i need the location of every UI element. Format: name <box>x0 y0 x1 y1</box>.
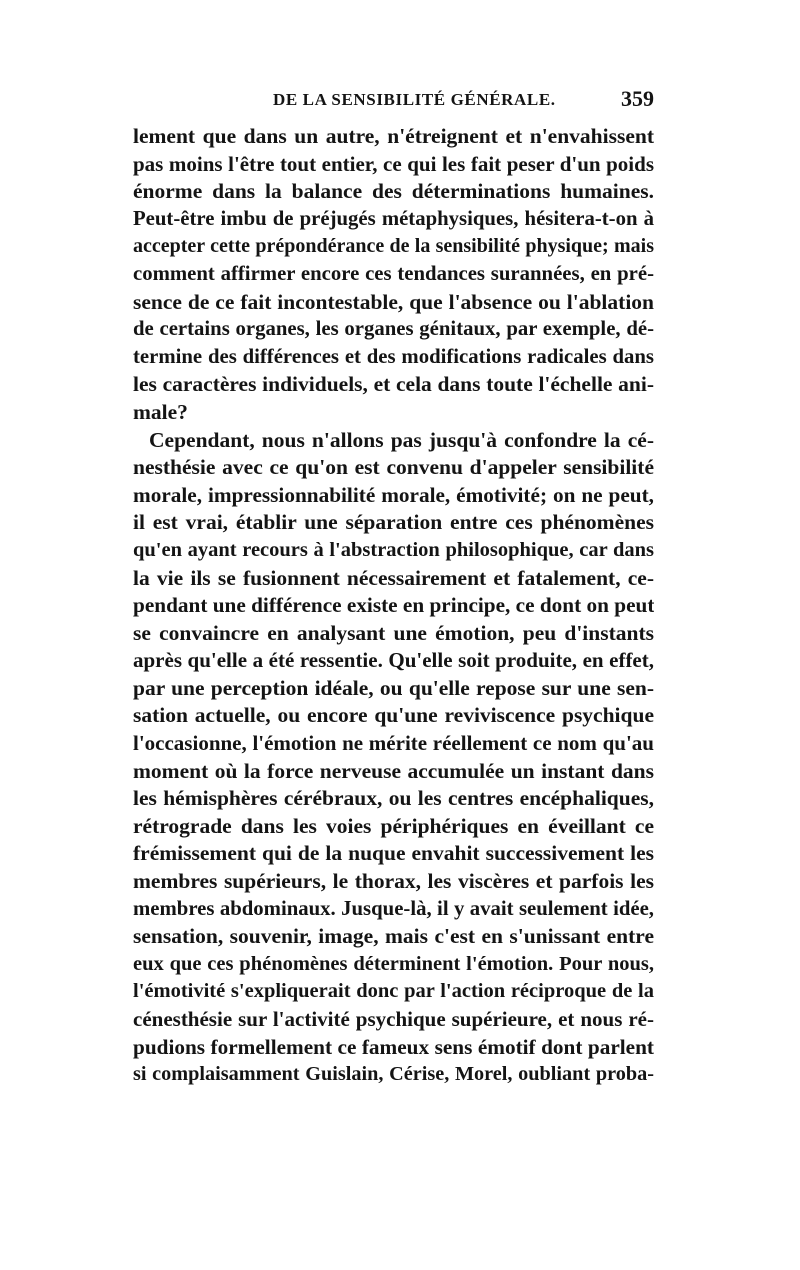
text-line: termine des différences et des modifications radicales dans <box>133 345 654 368</box>
text-line: male? <box>133 399 188 424</box>
text-line: par une perception idéale, ou qu'elle repose sur une sen- <box>133 675 654 700</box>
text-line: membres supérieurs, le thorax, les viscères et parfois les <box>133 869 654 894</box>
body-text <box>133 123 654 1089</box>
text-line: lement que dans un autre, n'étreignent et n'envahissent <box>133 124 654 148</box>
text-line: moment où la force nerveuse accumulée un instant dans <box>133 758 654 783</box>
text-line: de certains organes, les organes génitaux, par exemple, dé- <box>133 318 654 341</box>
text-line: membres abdominaux. Jusque-là, il y avait seulement idée, <box>133 897 654 920</box>
text-line: il est vrai, établir une séparation entre ces phénomènes <box>133 510 654 535</box>
text-line: nesthésie avec ce qu'on est convenu d'appeler sensibilité <box>133 455 654 480</box>
text-line: morale, impressionnabilité morale, émotivité; on ne peut, <box>133 482 654 507</box>
text-line: sence de ce fait incontestable, que l'absence ou l'ablation <box>133 289 654 314</box>
running-header <box>133 86 654 116</box>
text-line: sation actuelle, ou encore qu'une reviviscence psychique <box>133 703 654 728</box>
text-line: si complaisamment Guislain, Cérise, Morel, oubliant proba- <box>133 1063 654 1086</box>
text-line: pudions formellement ce fameux sens émotif dont parlent <box>133 1034 654 1059</box>
text-line: qu'en ayant recours à l'abstraction philosophique, car dans <box>133 538 654 561</box>
text-line: Peut-être imbu de préjugés métaphysiques, hésitera-t-on à <box>133 207 654 230</box>
text-line: rétrograde dans les voies périphériques en éveillant ce <box>133 813 654 838</box>
text-line: les caractères individuels, et cela dans toute l'échelle ani- <box>133 372 654 397</box>
text-line: après qu'elle a été ressentie. Qu'elle soit produite, en effet, <box>133 648 654 673</box>
text-line: eux que ces phénomènes déterminent l'émotion. Pour nous, <box>133 952 654 975</box>
text-line: cénesthésie sur l'activité psychique supérieure, et nous ré- <box>133 1007 654 1031</box>
text-line: comment affirmer encore ces tendances surannées, en pré- <box>133 262 654 285</box>
text-line: se convaincre en analysant une émotion, peu d'instants <box>133 620 654 645</box>
page-number: 359 <box>621 86 654 111</box>
paragraph-1 <box>133 123 654 427</box>
text-line: pendant une différence existe en principe, ce dont on peut <box>133 593 654 618</box>
text-line: la vie ils se fusionnent nécessairement et fatalement, ce- <box>133 565 654 590</box>
text-line: sensation, souvenir, image, mais c'est en s'unissant entre <box>133 924 654 949</box>
text-line: énorme dans la balance des déterminations humaines. <box>133 179 654 204</box>
running-title: DE LA SENSIBILITÉ GÉNÉRALE. <box>273 90 556 109</box>
text-line: accepter cette prépondérance de la sensibilité physique; mais <box>133 235 654 258</box>
text-line: l'émotivité s'expliquerait donc par l'action réciproque de la <box>133 980 654 1003</box>
text-line: pas moins l'être tout entier, ce qui les fait peser d'un poids <box>133 151 654 176</box>
text-line: les hémisphères cérébraux, ou les centres encéphaliques, <box>133 786 654 811</box>
text-line: frémissement qui de la nuque envahit successivement les <box>133 841 654 866</box>
paragraph-2 <box>133 427 654 1089</box>
text-line: l'occasionne, l'émotion ne mérite réellement ce nom qu'au <box>133 731 654 756</box>
text-line: Cependant, nous n'allons pas jusqu'à confondre la cé- <box>149 427 654 452</box>
